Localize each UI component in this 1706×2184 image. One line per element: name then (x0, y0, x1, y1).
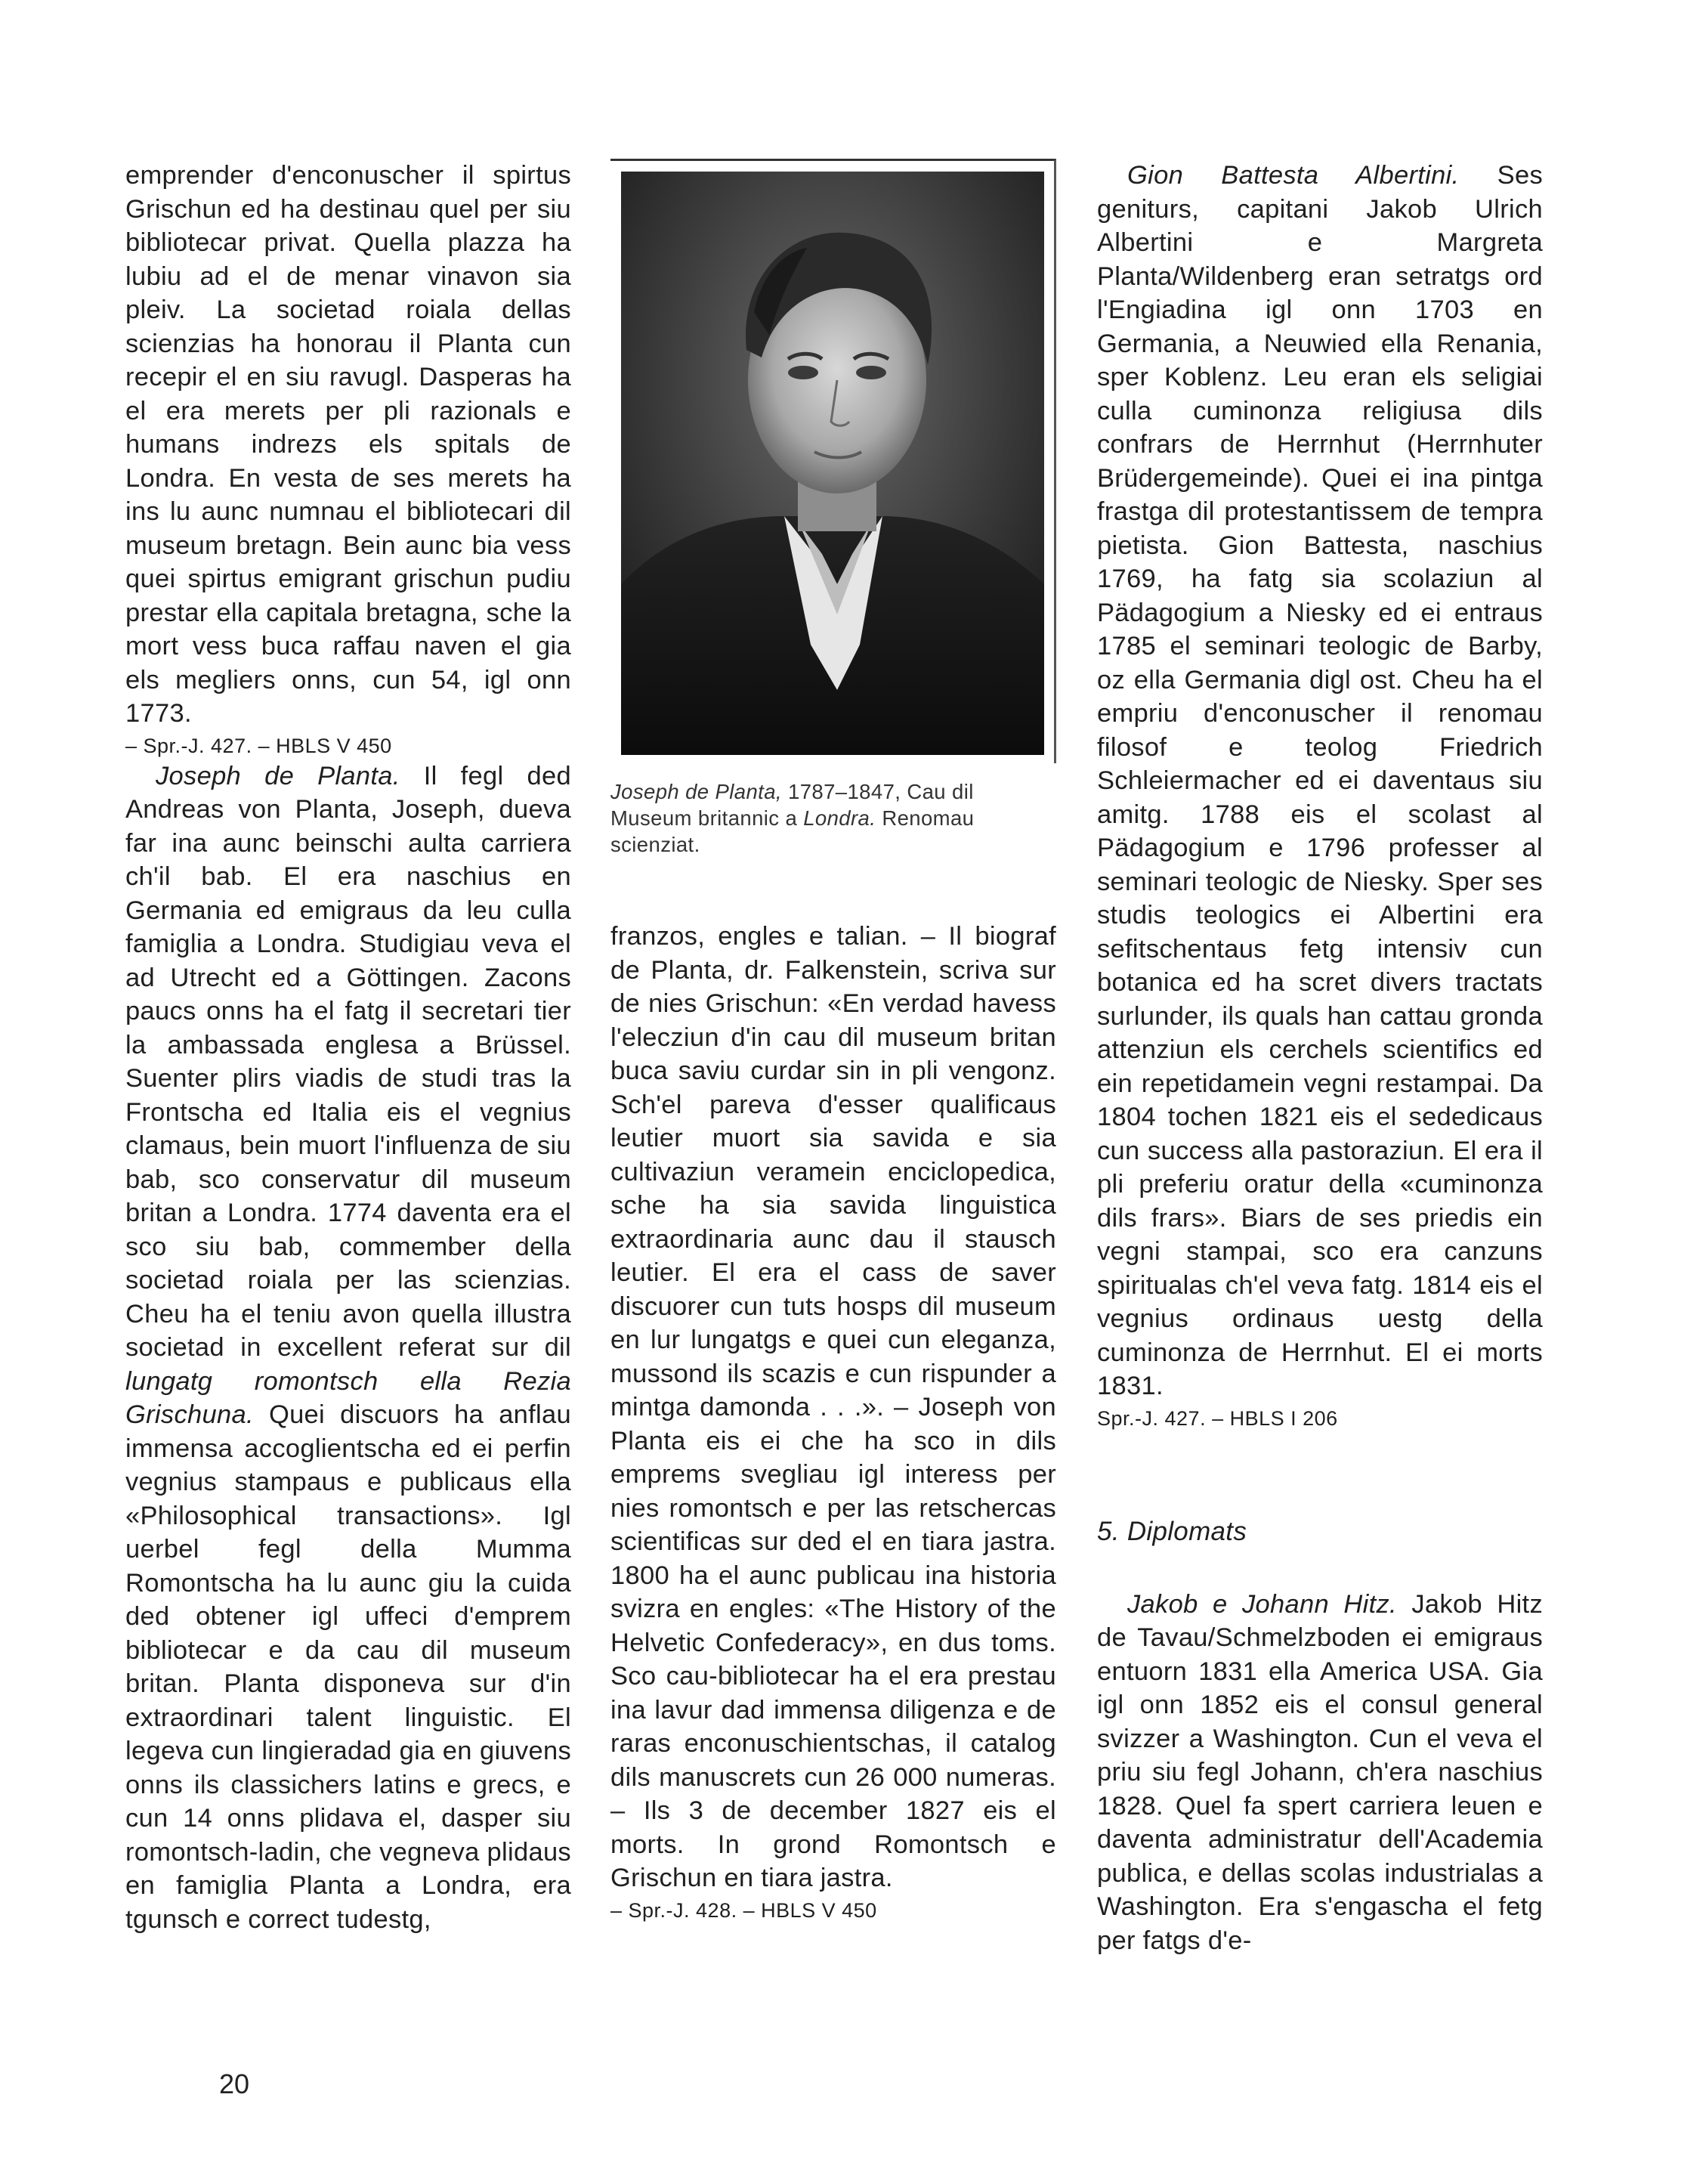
caption-text: 1787–1847, Cau dil Museum britannic a (610, 780, 974, 830)
paragraph-joseph-de-planta (125, 759, 571, 1937)
italic-title: lungatg romontsch ella Rezia Grischuna. (125, 1366, 571, 1429)
paragraph-spirtus-grischun: emprender d'enconuscher il spirtus Grischun ed ha destinau quel per siu bibliotecar privat. Quella plazza ha lubiu ad el de menar vinavon sia pleiv. La societad roiala dellas scienzias ha honorau il Planta cun recepir el en siu ravugl. Dasperas ha el era merets per pli razionals e humans indrezs els spitals de Londra. En vesta de ses merets ha ins lu aunc numnau el bibliotecari dil museum bretagn. Bein aunc bia vess quei spirtus emigrant grischun pudiu prestar ella capitala bretagna, sche la mort vess buca raffau naven el gia els megliers onns, cun 54, igl onn 1773. (125, 161, 571, 728)
source-reference: Spr.-J. 427. – HBLS I 206 (1097, 1406, 1338, 1430)
paragraph-text: Jakob Hitz de Tavau/Schmelzboden ei emigraus entuorn 1831 ella America USA. Gia igl onn 1852 eis el consul general svizzer a Washington. Cun el veva el priu siu fegl Johann, ch'era naschius 1828. Quel fa spert carriera leuen e daventa administratur dell'Academia publica, e dellas scolas industrialas a Washington. Era s'engascha el fetg per fatgs d'e- (1097, 1589, 1543, 1955)
caption-name: Joseph de Planta, (610, 780, 782, 803)
paragraph-hitz (1097, 1588, 1543, 1958)
page-number: 20 (219, 2068, 250, 2099)
left-column (125, 159, 571, 1936)
caption-city: Londra. (803, 806, 876, 830)
paragraph-falkenstein: franzos, engles e talian. – Il biograf de Planta, dr. Falkenstein, scriva sur de nies Grischun: «En verdad havess l'elecziun d'in cau dil museum britan buca saviu curdar sin in pli vengonz. Sch'el pareva d'esser qualificaus leutier muort sia savida e sia cultivaziun veramein enciclopedica, sche ha sia savida linguistica extraordinaria aunc dau il stausch leutier. El era el cass de saver discuorer cun tuts hosps dil museum en lur lungatgs e quei cun eleganza, mussond ils scazis e cun rispunder a mintga damonda . . .». – Joseph von Planta eis ei che ha sco in dils emprems svegliau igl interess per nies romontsch e per las retschercas scientificas sur ded el en tiara jastra. 1800 ha el aunc publicau ina historia svizra en engles: «The History of the Helvetic Confederacy», en dus toms. Sco cau-bibliotecar ha el era prestau ina lavur dad immensa diligenza e de raras enconuschientschas, il catalog dils manuscrets cun 26 000 numeras. – Ils 3 de december 1827 eis el morts. In grond Romontsch e Grischun en tiara jastra. (610, 922, 1056, 1892)
middle-column (610, 159, 1056, 1924)
portrait-image (610, 159, 1056, 763)
section-heading: 5. Diplomats (1097, 1516, 1247, 1546)
portrait-caption (610, 778, 1056, 858)
source-reference: – Spr.-J. 427. – HBLS V 450 (125, 734, 392, 757)
paragraph-albertini (1097, 159, 1543, 1403)
portrait-photo (610, 161, 1054, 763)
entry-name: Jakob e Johann Hitz. (1127, 1589, 1397, 1619)
paragraph-text: Quei discuors ha anflau immensa accoglientscha ed ei perfin vegnius stampaus e publicaus ella «Philosophical transactions». Igl uerbel fegl della Mumma Romontscha ha lu aunc giu la cuida ded obtener igl uffeci d'emprem bibliotecar e da cau dil museum britan. Planta disponeva sur d'in extraordinari talent linguistic. El legeva cun lingieradad gia en giuvens onns ils classichers latins e grecs, e cun 14 onns plidava el, dasper siu romontsch-ladin, che vegneva plidaus en famiglia Planta a Londra, era tgunsch e correct tudestg, (125, 1400, 571, 1934)
paragraph-text: Ses geniturs, capitani Jakob Ulrich Albertini e Margreta Planta/Wildenberg eran setratgs ord l'Engiadina igl onn 1703 en Germania, a Neuwied ella Renania, sper Koblenz. Leu eran els seligiai culla cuminonza religiusa dils confrars de Herrnhut (Herrnhuter Brüdergemeinde). Quei ei ina pintga frastga dil protestantissem de tempra pietista. Gion Battesta, naschius 1769, ha fatg sia scolaziun al Pädagogium a Niesky ed ei entraus 1785 el seminari teologic de Barby, oz ella Germania digl ost. Cheu ha el empriu d'enconuscher il renomau filosof e teolog Friedrich Schleiermacher ed ei daventaus siu amitg. 1788 eis el scolast al Pädagogium e 1796 professer al seminari teologic de Niesky. Sper ses studis teologics ei Albertini era sefitschentaus fetg intensiv cun botanica ed ha scret divers tractats surlunder, ils quals han cattau gronda attenziun els cerchels scientifics ed ein repetidamein vegni restampai. Da 1804 tochen 1821 eis el sededicaus cun success alla pastoraziun. El era il pli preferiu oratur della «cuminonza dils frars». Biars de ses priedis ein vegni stampai, sco era canzuns spiritualas ch'el veva fatg. 1814 eis el vegnius ordinaus uestg della cuminonza de Herrnhut. El ei morts 1831. (1097, 161, 1543, 1400)
source-reference: – Spr.-J. 428. – HBLS V 450 (610, 1898, 877, 1922)
caption-text: Renomau scienziat. (610, 806, 975, 856)
entry-name: Gion Battesta Albertini. (1127, 161, 1460, 190)
paragraph-text: Il fegl ded Andreas von Planta, Joseph, dueva far ina aunc beinschi aulta carriera ch'il bab. El era naschius en Germania ed emigraus da leu culla famiglia a Londra. Studigiau veva el ad Utrecht ed a Göttingen. Zacons paucs onns ha el fatg il secretari tier la ambassada englesa a Brüssel. Suenter plirs viadis de studi tras la Frontscha ed Italia eis el vegnius clamaus, bein muort l'influenza de siu bab, sco conservatur dil museum britan a Londra. 1774 daventa era el sco siu bab, commember della societad roiala per las scienzias. Cheu ha el teniu avon quella illustra societad in excellent referat sur dil (125, 761, 571, 1362)
entry-name: Joseph de Planta. (156, 761, 400, 790)
right-column (1097, 159, 1543, 1957)
